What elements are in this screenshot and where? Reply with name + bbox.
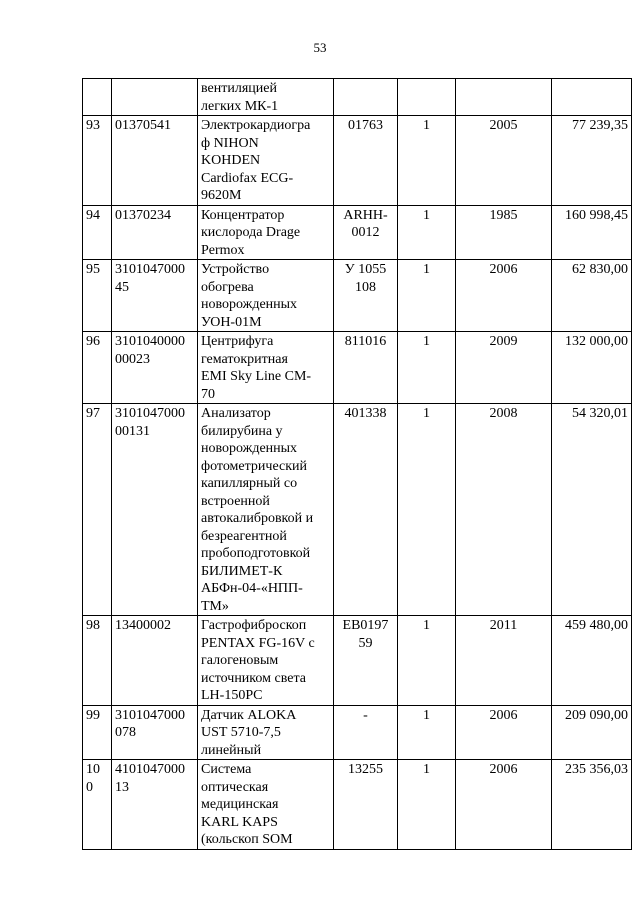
serial-number-cell: - [334, 705, 398, 760]
row-number-cell: 99 [83, 705, 112, 760]
equipment-name-cell: Датчик ALOKA UST 5710-7,5 линейный [198, 705, 334, 760]
year-cell: 2009 [456, 332, 552, 404]
equipment-name-cell: Концентратор кислорода Drage Permox [198, 205, 334, 260]
quantity-cell: 1 [398, 616, 456, 706]
inventory-code-cell: 4101047000 13 [112, 760, 198, 850]
quantity-cell: 1 [398, 205, 456, 260]
cost-cell: 160 998,45 [552, 205, 632, 260]
inventory-code-cell: 01370541 [112, 116, 198, 206]
row-number-cell: 95 [83, 260, 112, 332]
year-cell: 2006 [456, 260, 552, 332]
quantity-cell [398, 79, 456, 116]
serial-number-cell: EB0197 59 [334, 616, 398, 706]
table-row [83, 116, 632, 206]
quantity-cell: 1 [398, 260, 456, 332]
cost-cell: 62 830,00 [552, 260, 632, 332]
serial-number-cell: У 1055 108 [334, 260, 398, 332]
serial-number-cell: 01763 [334, 116, 398, 206]
row-number-cell: 93 [83, 116, 112, 206]
year-cell: 2011 [456, 616, 552, 706]
cost-cell [552, 79, 632, 116]
serial-number-cell [334, 79, 398, 116]
row-number-cell: 10 0 [83, 760, 112, 850]
table-row [83, 205, 632, 260]
inventory-code-cell [112, 79, 198, 116]
page-number: 53 [313, 40, 327, 55]
inventory-code-cell: 3101047000 45 [112, 260, 198, 332]
cost-cell: 235 356,03 [552, 760, 632, 850]
equipment-name-cell: Анализатор билирубина у новорожденных фотометрический капиллярный со встроенной автокалибровкой и безреагентной пробоподготовкой БИЛИМЕТ-К АБФн-04-«НПП- ТМ» [198, 404, 334, 616]
table-row [83, 705, 632, 760]
equipment-name-cell: вентиляцией легких МК-1 [198, 79, 334, 116]
serial-number-cell: ARHH- 0012 [334, 205, 398, 260]
cost-cell: 132 000,00 [552, 332, 632, 404]
row-number-cell: 97 [83, 404, 112, 616]
year-cell: 2006 [456, 760, 552, 850]
inventory-code-cell: 3101047000 078 [112, 705, 198, 760]
inventory-code-cell: 3101047000 00131 [112, 404, 198, 616]
table-row [83, 332, 632, 404]
year-cell: 2005 [456, 116, 552, 206]
equipment-name-cell: Электрокардиогра ф NIHON KOHDEN Cardiofax ECG- 9620M [198, 116, 334, 206]
table-row [83, 760, 632, 850]
year-cell: 2008 [456, 404, 552, 616]
serial-number-cell: 811016 [334, 332, 398, 404]
quantity-cell: 1 [398, 116, 456, 206]
table-row [83, 616, 632, 706]
quantity-cell: 1 [398, 404, 456, 616]
serial-number-cell: 13255 [334, 760, 398, 850]
row-number-cell: 94 [83, 205, 112, 260]
quantity-cell: 1 [398, 705, 456, 760]
quantity-cell: 1 [398, 760, 456, 850]
row-number-cell [83, 79, 112, 116]
serial-number-cell: 401338 [334, 404, 398, 616]
inventory-code-cell: 13400002 [112, 616, 198, 706]
year-cell: 2006 [456, 705, 552, 760]
year-cell: 1985 [456, 205, 552, 260]
quantity-cell: 1 [398, 332, 456, 404]
cost-cell: 77 239,35 [552, 116, 632, 206]
equipment-name-cell: Устройство обогрева новорожденных УОН-01М [198, 260, 334, 332]
inventory-code-cell: 3101040000 00023 [112, 332, 198, 404]
equipment-name-cell: Система оптическая медицинская KARL KAPS (кольскоп SOM [198, 760, 334, 850]
equipment-name-cell: Гастрофиброскоп PENTAX FG-16V с галогеновым источником света LH-150PC [198, 616, 334, 706]
cost-cell: 209 090,00 [552, 705, 632, 760]
equipment-name-cell: Центрифуга гематокритная EMI Sky Line CM- 70 [198, 332, 334, 404]
table-row [83, 260, 632, 332]
year-cell [456, 79, 552, 116]
cost-cell: 54 320,01 [552, 404, 632, 616]
equipment-table [82, 78, 632, 850]
table-row [83, 79, 632, 116]
row-number-cell: 98 [83, 616, 112, 706]
cost-cell: 459 480,00 [552, 616, 632, 706]
inventory-code-cell: 01370234 [112, 205, 198, 260]
table-row [83, 404, 632, 616]
row-number-cell: 96 [83, 332, 112, 404]
